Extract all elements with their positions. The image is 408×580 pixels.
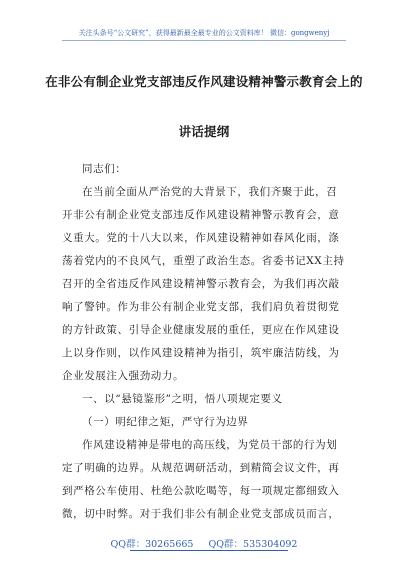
paragraph-line: 微，切中时弊。对于我们非公有制企业党支部成员而言， bbox=[62, 508, 340, 520]
footer-qq-group-2: QQ群：535304092 bbox=[208, 539, 298, 550]
footer-contact bbox=[0, 536, 408, 550]
paragraph-line: 开非公有制企业党支部违反作风建设精神警示教育会，意 bbox=[62, 209, 340, 221]
paragraph-line: 定了明确的边界。从规范调研活动，到精简会议文件，再 bbox=[62, 462, 340, 474]
header-divider bbox=[62, 40, 346, 41]
paragraph-line: 召开的全省违反作风建设精神警示教育会，为我们再次敲 bbox=[62, 278, 340, 290]
paragraph-line: 响了警钟。作为非公有制企业党支部，我们肩负着贯彻党 bbox=[62, 301, 340, 313]
salutation: 同志们： bbox=[82, 163, 127, 175]
footer-qq-group-1: QQ群：30265665 bbox=[110, 539, 194, 550]
paragraph-line: 作风建设精神是带电的高压线，为党员干部的行为划 bbox=[82, 439, 338, 451]
paragraph-line: 企业发展注入强劲动力。 bbox=[62, 370, 185, 382]
paragraph-line: 的方针政策、引导企业健康发展的重任，更应在作风建设 bbox=[62, 324, 340, 336]
document-title-line-2: 讲话提纲 bbox=[178, 124, 230, 139]
paragraph-line: 上以身作则，以作风建设精神为指引，筑牢廉洁防线，为 bbox=[62, 347, 340, 359]
paragraph-line: 荡着党内的不良风气，重塑了政治生态。省委书记XX主持 bbox=[62, 255, 345, 267]
document-title-line-1: 在非公有制企业党支部违反作风建设精神警示教育会上的 bbox=[45, 74, 363, 89]
paragraph-line: 义重大。党的十八大以来，作风建设精神如春风化雨，涤 bbox=[62, 232, 340, 244]
subsection-heading: （一）明纪律之矩，严守行为边界 bbox=[82, 416, 249, 428]
section-heading: 一、以“悬镜鉴形”之明，悟八项规定要义 bbox=[82, 393, 283, 405]
paragraph-line: 在当前全面从严治党的大背景下，我们齐聚于此，召 bbox=[82, 186, 338, 198]
header-banner: 关注头条号“公文研究”，获得最新最全最专业的公文资料库！ 微信：gongwenyj bbox=[78, 29, 330, 37]
footer-underline bbox=[130, 550, 288, 551]
paragraph-line: 到严格公车使用、杜绝公款吃喝等，每一项规定都细致入 bbox=[62, 485, 340, 497]
